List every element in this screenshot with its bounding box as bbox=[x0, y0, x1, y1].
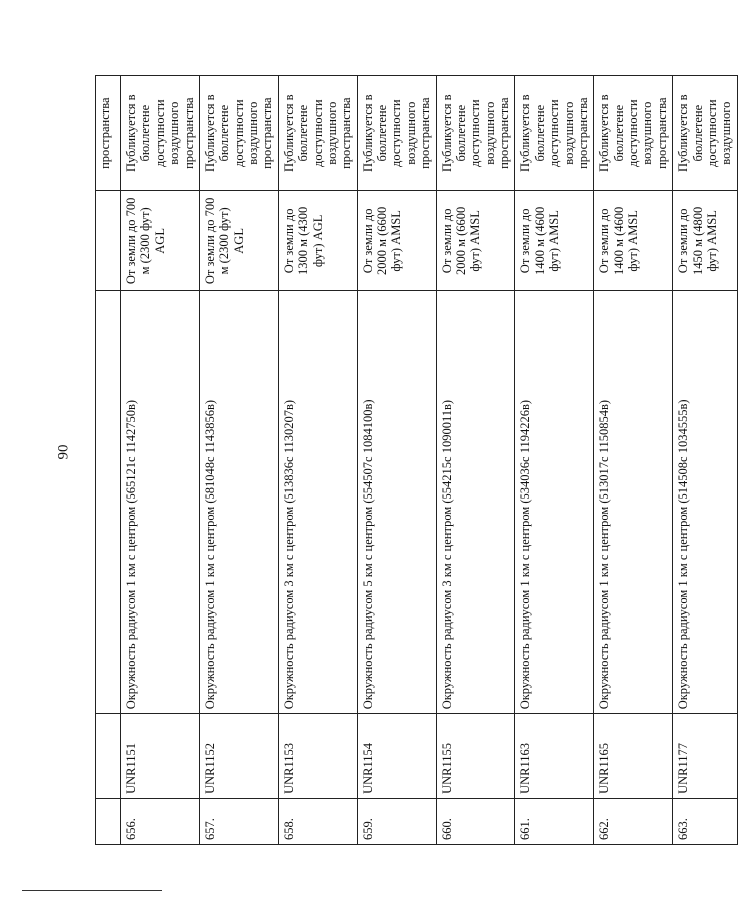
publication-note: Публикуется в бюллетене доступности воздушного пространства bbox=[121, 76, 200, 191]
vertical-limits: От земли до 2000 м (6600 фут) AMSL bbox=[357, 191, 436, 291]
zone-description: Окружность радиусом 1 км с центром (565121с 1142750в) bbox=[121, 291, 200, 714]
zone-description: Окружность радиусом 5 км с центром (554507с 1084100в) bbox=[357, 291, 436, 714]
zone-description: Окружность радиусом 3 км с центром (554215с 1090011в) bbox=[436, 291, 515, 714]
table-row bbox=[436, 76, 515, 845]
table-row bbox=[515, 76, 594, 845]
publication-note: Публикуется в бюллетене доступности воздушного пространства bbox=[357, 76, 436, 191]
zone-code: UNR1165 bbox=[594, 714, 673, 799]
row-number: 660. bbox=[436, 798, 515, 844]
vertical-limits: От земли до 1300 м (4300 фут) AGL bbox=[278, 191, 357, 291]
table-row bbox=[199, 76, 278, 845]
table-row bbox=[121, 76, 200, 845]
vertical-limits: От земли до 2000 м (6600 фут) AMSL bbox=[436, 191, 515, 291]
zone-code: UNR1163 bbox=[515, 714, 594, 799]
vertical-limits: От земли до 700 м (2300 фут) AGL bbox=[199, 191, 278, 291]
zone-code: UNR1152 bbox=[199, 714, 278, 799]
table-row bbox=[594, 76, 673, 845]
zone-code: UNR1151 bbox=[121, 714, 200, 799]
publication-note: Публикуется в бюллетене доступности воздушного пространства bbox=[515, 76, 594, 191]
zone-description: Окружность радиусом 1 км с центром (581048с 1143856в) bbox=[199, 291, 278, 714]
publication-note: Публикуется в бюллетене доступности воздушного пространства bbox=[199, 76, 278, 191]
page-number: 90 bbox=[55, 444, 72, 460]
row-number: 662. bbox=[594, 798, 673, 844]
footnote-separator bbox=[22, 890, 162, 891]
row-number: 658. bbox=[278, 798, 357, 844]
airspace-zones-table bbox=[95, 75, 738, 845]
vertical-limits: От земли до 1400 м (4600 фут) AMSL bbox=[594, 191, 673, 291]
row-number: 661. bbox=[515, 798, 594, 844]
row-number: 663. bbox=[673, 798, 738, 844]
continuation-cell: пространства bbox=[96, 76, 121, 191]
vertical-limits: От земли до 700 м (2300 фут) AGL bbox=[121, 191, 200, 291]
table-row bbox=[357, 76, 436, 845]
row-number: 656. bbox=[121, 798, 200, 844]
zone-code: UNR1154 bbox=[357, 714, 436, 799]
publication-note: Публикуется в бюллетене доступности воздушного пространства bbox=[278, 76, 357, 191]
table-row bbox=[673, 76, 738, 845]
zone-code: UNR1155 bbox=[436, 714, 515, 799]
zone-description: Окружность радиусом 1 км с центром (534036с 1194226в) bbox=[515, 291, 594, 714]
publication-note: Публикуется в бюллетене доступности воздушного bbox=[673, 76, 738, 191]
row-number: 659. bbox=[357, 798, 436, 844]
table-row bbox=[278, 76, 357, 845]
row-number: 657. bbox=[199, 798, 278, 844]
zone-description: Окружность радиусом 3 км с центром (513836с 1130207в) bbox=[278, 291, 357, 714]
rotated-table-container bbox=[95, 75, 734, 845]
publication-note: Публикуется в бюллетене доступности воздушного пространства bbox=[436, 76, 515, 191]
vertical-limits: От земли до 1450 м (4800 фут) AMSL bbox=[673, 191, 738, 291]
table-continuation-row bbox=[96, 76, 121, 845]
zone-code: UNR1153 bbox=[278, 714, 357, 799]
publication-note: Публикуется в бюллетене доступности воздушного пространства bbox=[594, 76, 673, 191]
zone-description: Окружность радиусом 1 км с центром (514508с 1034555в) bbox=[673, 291, 738, 714]
zone-code: UNR1177 bbox=[673, 714, 738, 799]
vertical-limits: От земли до 1400 м (4600 фут) AMSL bbox=[515, 191, 594, 291]
zone-description: Окружность радиусом 1 км с центром (513017с 1150854в) bbox=[594, 291, 673, 714]
